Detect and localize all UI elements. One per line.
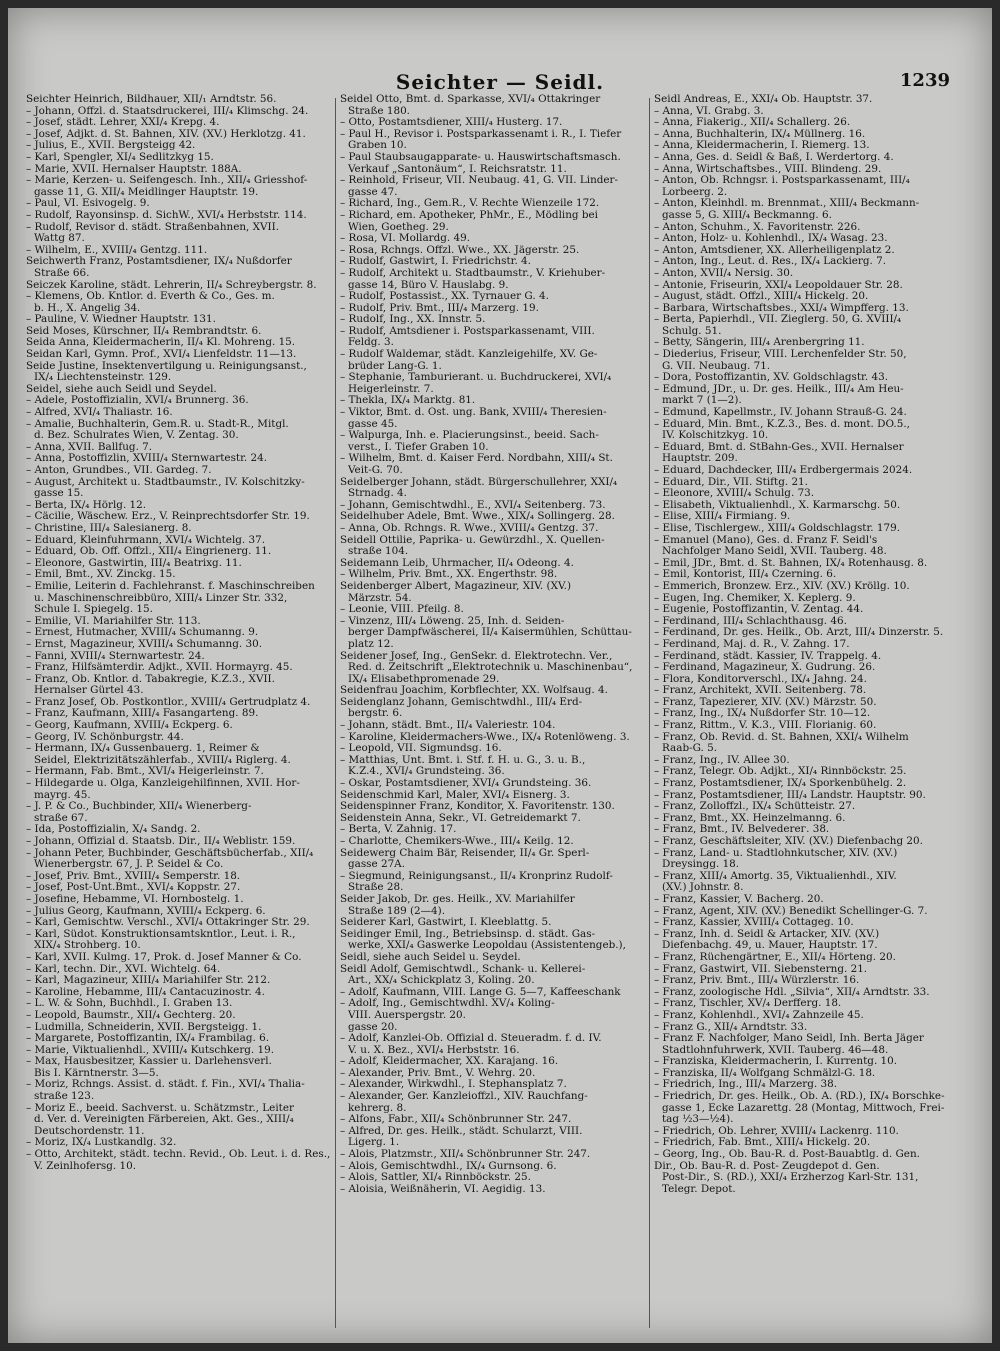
directory-entry-line: – Emilie, VI. Mariahilfer Str. 113. — [26, 615, 201, 627]
directory-entry-line: Seidenglanz Johann, Gemischtwdhl., III/₄ Erd- — [340, 696, 583, 708]
directory-entry-line: – Anton, Schuhm., X. Favoritenstr. 226. — [654, 221, 861, 233]
directory-entry-line: – Karl, Spengler, XI/₄ Sedlitzkyg 15. — [26, 151, 214, 163]
directory-entry-line: – Fanni, XVIII/₄ Sternwartestr. 24. — [26, 650, 205, 662]
directory-entry-line: Seidel Otto, Bmt. d. Sparkasse, XVI/₄ Ottakringer — [340, 94, 601, 105]
directory-entry-line: Graben 10. — [348, 140, 407, 152]
directory-entry-line: – Franz, Postamtsdiener, III/₄ Landstr. Hauptstr. 90. — [654, 789, 926, 801]
directory-entry-line: d. Bez. Schulrates Wien, V. Zentag. 30. — [34, 430, 239, 442]
directory-entry-line: Seidenfrau Joachim, Korbflechter, XX. Wolfsaug. 4. — [340, 685, 608, 697]
directory-entry-line: – Klemens, Ob. Kntlor. d. Everth & Co., Ges. m. — [26, 291, 275, 303]
directory-entry-line: – Rudolf, Ing., XX. Innstr. 5. — [340, 314, 486, 326]
directory-entry-line: – Berta, V. Zahnig. 17. — [340, 824, 457, 836]
directory-entry-line: gasse 20. — [348, 1021, 398, 1033]
directory-entry-line: – Friedrich, Ob. Lehrer, XVIII/₄ Lackenrg. 110. — [654, 1125, 899, 1137]
directory-entry-line: – Friedrich, Fab. Bmt., XIII/₄ Hickelg. 20. — [654, 1137, 871, 1149]
directory-entry-line: – Franziska, Kleidermacherin, I. Kurrentg. 10. — [654, 1056, 898, 1068]
directory-entry-line: – Moriz, IX/₄ Lustkandlg. 32. — [26, 1137, 177, 1149]
directory-entry-line: – Otto, Architekt, städt. techn. Revid., Ob. Leut. i. d. Res., — [26, 1149, 331, 1161]
directory-entry-line: – Siegmund, Reinigungsanst., II/₄ Kronprinz Rudolf- — [340, 870, 613, 882]
directory-entry-line: Telegr. Depot. — [662, 1183, 736, 1195]
directory-entry-line: – Moriz E., beeid. Sachverst. u. Schätzmstr., Leiter — [26, 1102, 294, 1114]
directory-entry-line: Red. d. Zeitschrift „Elektrotechnik u. Maschinenbau“, — [348, 662, 633, 674]
directory-entry-line: – Franz, Hilfsämterdir. Adjkt., XVII. Hormayrg. 45. — [26, 662, 293, 674]
directory-entry-line: Straße 28. — [348, 882, 404, 894]
directory-entry-line: – Anton, Ing., Leut. d. Res., IX/₄ Lackierg. 7. — [654, 256, 887, 268]
directory-entry-line: – Franz, Bmt., XX. Heinzelmanng. 6. — [654, 812, 846, 824]
directory-entry-line: – Vinzenz, III/₄ Löweng. 25, Inh. d. Seiden- — [340, 615, 565, 627]
directory-entry-line: – Karl, Gemischtw. Verschl., XVI/₄ Ottakringer Str. 29. — [26, 917, 310, 929]
directory-entry-line: – Anna, Postoffizlin, XVIII/₄ Sternwartestr. 24. — [26, 453, 268, 465]
directory-entry-line: – Josef, Post-Unt.Bmt., XVI/₄ Koppstr. 27. — [26, 882, 241, 894]
directory-entry-line: – Karoline, Hebamme, III/₄ Cantacuzinostr. 4. — [26, 986, 265, 998]
directory-entry-line: IV. Kolschitzkyg. 10. — [662, 430, 769, 442]
directory-entry-line: Seidan Karl, Gymn. Prof., XVI/₄ Lienfeldstr. 11—13. — [26, 349, 297, 361]
directory-entry-line: – Aloisia, Weißnäherin, VI. Aegidig. 13. — [340, 1183, 546, 1195]
directory-entry-line: Seidinger Emil, Ing., Betriebsinsp. d. städt. Gas- — [340, 928, 596, 940]
directory-entry-line: – Ludmilla, Schneiderin, XVII. Bergsteigg. 1. — [26, 1021, 262, 1033]
directory-entry-line: – Alexander, Wirkwdhl., I. Stephansplatz 7. — [340, 1079, 567, 1091]
directory-entry-line: – Emil, Kontorist, III/₄ Czerning. 6. — [654, 569, 837, 581]
directory-entry-line: Seidelhuber Adele, Bmt. Wwe., XIX/₄ Sollingerg. 28. — [340, 511, 615, 523]
directory-entry-line: – Franz, Kohlenhdl., XVI/₄ Zahnzeile 45. — [654, 1009, 864, 1021]
directory-entry-line: Raab-G. 5. — [662, 743, 718, 755]
directory-entry-line: – Elise, Tischlergew., XIII/₄ Goldschlagstr. 179. — [654, 522, 901, 534]
directory-entry-line: – J. P. & Co., Buchbinder, XII/₄ Wienerberg- — [26, 801, 252, 813]
directory-entry-line: – Dora, Postoffizantin, XV. Goldschlagstr. 43. — [654, 372, 888, 384]
directory-entry-line: – Georg, Kaufmann, XVIII/₄ Eckperg. 6. — [26, 720, 233, 732]
directory-entry-line: – August, Architekt u. Stadtbaumstr., IV. Kolschitzky- — [26, 476, 305, 488]
directory-entry-line: – Wilhelm, Bmt. d. Kaiser Ferd. Nordbahn, XIII/₄ St. — [340, 453, 613, 465]
directory-entry-line: IX/₄ Liechtensteinstr. 129. — [34, 372, 172, 384]
directory-entry-line: – Georg, IV. Schönburgstr. 44. — [26, 731, 184, 743]
directory-entry-line: Seidemann Leib, Uhrmacher, II/₄ Odeong. 4. — [340, 557, 574, 569]
directory-entry-line: Veit-G. 70. — [348, 465, 403, 476]
directory-entry-line: Seidewerg Chaim Bär, Reisender, II/₄ Gr. Sperl- — [340, 847, 590, 859]
directory-entry-line: – Oskar, Postamtsdiener, XVI/₄ Grundsteing. 36. — [340, 778, 592, 790]
directory-entry-line: – Emmerich, Bronzew. Erz., XIV. (XV.) Kröllg. 10. — [654, 580, 910, 592]
directory-entry-line: – Josef, städt. Lehrer, XXI/₄ Krepg. 4. — [26, 117, 220, 129]
page-number: 1239 — [899, 70, 950, 91]
directory-entry-line: – Anton, Amtsdiener, XX. Allerheiligenplatz 2. — [654, 244, 895, 256]
directory-entry-line: Seidel, Elektrizitätszählerfab., XVIII/₄ Riglerg. 4. — [34, 754, 291, 766]
directory-entry-line: – Alfred, XVI/₄ Thaliastr. 16. — [26, 407, 173, 419]
directory-entry-line: – Emanuel (Mano), Ges. d. Franz F. Seidl's — [654, 534, 878, 546]
directory-entry-line: werke, XXI/₄ Gaswerke Leopoldau (Assistentengeb.), — [348, 940, 626, 952]
directory-entry-line: – Elise, XIII/₄ Firmiang. 9. — [654, 511, 791, 523]
directory-entry-line: – Franz, XIII/₄ Amortg. 35, Viktualienhdl., XIV. — [654, 870, 897, 882]
directory-entry-line: – Anna, Kleidermacherin, I. Riemerg. 13. — [654, 140, 870, 152]
directory-entry-line: – Franz G., XII/₄ Arndtstr. 33. — [654, 1021, 808, 1033]
directory-entry-line: Art., XX/₄ Schickplatz 3, Koling. 20. — [348, 975, 535, 987]
directory-entry-line: Post-Dir., S. (RD.), XXI/₄ Erzherzog Karl-Str. 131, — [662, 1172, 919, 1184]
directory-entry-line: b. H., X. Angelig 34. — [34, 302, 141, 314]
directory-entry-line: – Cäcilie, Wäschew. Erz., V. Reinprechtsdorfer Str. 19. — [26, 511, 310, 523]
directory-entry-line: – Eduard, Ob. Off. Offzl., XII/₄ Eingrienerg. 11. — [26, 546, 272, 558]
directory-entry-line: – Franz, Agent, XIV. (XV.) Benedikt Schellinger-G. 7. — [654, 905, 928, 917]
directory-entry-line: – Franz F. Nachfolger, Mano Seidl, Inh. Berta Jäger — [654, 1033, 924, 1045]
directory-entry-line: – Franz, zoologische Hdl. „Silvia“, XII/₄ Arndtstr. 33. — [654, 986, 930, 998]
directory-entry-line: – Berta, Papierhdl., VII. Zieglerg. 50, G. XVIII/₄ — [654, 314, 902, 326]
directory-entry-line: – Marie, Kerzen- u. Seifengesch. Inh., XII/₄ Griesshof- — [26, 175, 308, 187]
directory-entry-line: verst., I. Tiefer Graben 10. — [348, 441, 489, 453]
directory-entry-line: V. Zeinlhofersg. 10. — [34, 1160, 137, 1172]
directory-entry-line: K.Z.4., XVI/₄ Grundsteing. 36. — [348, 766, 505, 778]
directory-entry-line: – Alois, Platzmstr., XII/₄ Schönbrunner Str. 247. — [340, 1149, 591, 1161]
directory-entry-line: – Otto, Postamtsdiener, XIII/₄ Husterg. 17. — [340, 117, 563, 129]
directory-entry-line: – Eugenie, Postoffizantin, V. Zentag. 44. — [654, 604, 864, 616]
directory-entry-line: – Antonie, Friseurin, XXI/₄ Leopoldauer Str. 28. — [654, 279, 903, 291]
directory-entry-line: Dir., Ob. Bau-R. d. Post- Zeugdepot d. Gen. — [654, 1160, 880, 1172]
directory-entry-line: – Franz, Kassier, XVIII/₄ Cottageg. 10. — [654, 917, 854, 929]
directory-entry-line: gasse 5, G. XIII/₄ Beckmanng. 6. — [662, 209, 832, 221]
directory-entry-line: – Anna, Ges. d. Seidl & Baß, I. Werdertorg. 4. — [654, 151, 894, 163]
directory-entry-line: Bis I. Kärntnerstr. 3—5. — [34, 1067, 159, 1079]
directory-entry-line: – Walpurga, Inh. e. Placierungsinst., beeid. Sach- — [340, 430, 599, 442]
directory-page — [8, 8, 992, 1343]
directory-entry-line: – Franz, Kaufmann, XIII/₄ Fasangarteng. 89. — [26, 708, 259, 720]
directory-entry-line: kehrerg. 8. — [348, 1102, 407, 1114]
directory-entry-line: – Hildegarde u. Olga, Kanzleigehilfinnen, XVII. Hor- — [26, 778, 300, 790]
directory-entry-line: markt 7 (1—2). — [662, 395, 742, 407]
directory-entry-line: – Alois, Gemischtwdhl., IX/₄ Gurnsong. 6. — [340, 1160, 557, 1172]
directory-entry-line: (XV.) Johnstr. 8. — [662, 882, 744, 894]
directory-entry-line: – Adolf, Kaufmann, VIII. Lange G. 5—7, Kaffeeschank — [340, 986, 621, 998]
directory-entry-line: Schulg. 51. — [662, 325, 722, 337]
directory-entry-line: Nachfolger Mano Seidl, XVII. Tauberg. 48. — [662, 546, 887, 558]
directory-entry-line: Hauptstr. 209. — [662, 453, 738, 465]
directory-entry-line: – Ernest, Hutmacher, XVIII/₄ Schumanng. 9. — [26, 627, 259, 639]
directory-entry-line: – Adolf, Ing., Gemischtwdhl. XV/₄ Koling- — [340, 998, 555, 1010]
directory-entry-line: straße 67. — [34, 812, 88, 824]
directory-entry-line: – Franz, Land- u. Stadtlohnkutscher, XIV. (XV.) — [654, 847, 898, 859]
directory-entry-line: – Emil, Bmt., XV. Zinckg. 15. — [26, 569, 176, 581]
directory-entry-line: Seidenschmid Karl, Maler, XVI/₄ Eisnerg. 3. — [340, 789, 570, 801]
directory-entry-line: – Eduard, Dir., VII. Stiftg. 21. — [654, 476, 808, 488]
directory-entry-line: Märzstr. 54. — [348, 592, 412, 604]
directory-entry-line: – Ferdinand, Maj. d. R., V. Zahng. 17. — [654, 638, 850, 650]
directory-entry-line: – Alfred, Dr. ges. Heilk., städt. Schularzt, VIII. — [340, 1125, 583, 1137]
directory-entry-line: – Berta, IX/₄ Hörlg. 12. — [26, 499, 147, 511]
directory-entry-line: – Leonie, VIII. Pfeilg. 8. — [340, 604, 464, 616]
directory-entry-line: Ligerg. 1. — [348, 1137, 400, 1149]
directory-entry-line: – Rudolf, Rayonsinsp. d. SichW., XVI/₄ Herbststr. 114. — [26, 209, 307, 221]
directory-entry-line: gasse 47. — [348, 186, 398, 198]
directory-entry-line: – Christine, III/₄ Salesianerg. 8. — [26, 522, 192, 534]
directory-entry-line: – Franz, Kassier, V. Bacherg. 20. — [654, 893, 824, 905]
directory-entry-line: – Ferdinand, Dr. ges. Heilk., Ob. Arzt, III/₄ Dinzerstr. 5. — [654, 627, 944, 639]
directory-entry-line: Heigerleinstr. 7. — [348, 383, 434, 395]
directory-entry-line: Seidener Josef, Ing., GenSekr. d. Elektrotechn. Ver., — [340, 650, 613, 662]
directory-entry-line: – Anna, Fiakerig., XII/₄ Schallerg. 26. — [654, 117, 851, 129]
directory-entry-line: – Friedrich, Dr. ges. Heilk., Ob. A. (RD.), IX/₄ Borschke- — [654, 1091, 945, 1103]
directory-entry-line: – Moriz, Rchngs. Assist. d. städt. f. Fin., XVI/₄ Thalia- — [26, 1079, 305, 1091]
directory-entry-line: – Franz, Inh. d. Seidl & Artacker, XIV. (XV.) — [654, 928, 880, 940]
directory-entry-line: – Adolf, Kleidermacher, XX. Karajang. 16. — [340, 1056, 559, 1068]
directory-entry-line: – Hermann, IX/₄ Gussenbauerg. 1, Reimer & — [26, 743, 260, 755]
directory-entry-line: Seidenstein Anna, Sekr., VI. Getreidemarkt 7. — [340, 812, 581, 824]
directory-entry-line: – Anna, Ob. Rchngs. R. Wwe., XVIII/₄ Gentzg. 37. — [340, 522, 599, 534]
directory-entry-line: – Viktor, Bmt. d. Öst. ung. Bank, XVIII/₄ Theresien- — [340, 407, 607, 419]
directory-entry-line: – Franz, Tapezierer, XIV. (XV.) Märzstr. 50. — [654, 696, 877, 708]
directory-entry-line: Feldg. 3. — [348, 337, 394, 349]
directory-entry-line: gasse 14, Büro V. Hauslabg. 9. — [348, 279, 509, 291]
directory-entry-line: Seidel, siehe auch Seidl und Seydel. — [26, 383, 217, 395]
column-divider — [649, 98, 650, 1328]
directory-entry-line: Strnadg. 4. — [348, 488, 407, 500]
directory-entry-line: – Franz, Ob. Revid. d. St. Bahnen, XXI/₄ Wilhelm — [654, 731, 909, 743]
directory-entry-line: – Max, Hausbesitzer, Kassier u. Darlehensverl. — [26, 1056, 272, 1068]
directory-entry-line: – Karl, techn. Dir., XVI. Wichtelg. 64. — [26, 963, 221, 975]
directory-entry-line: Seidell Ottilie, Paprika- u. Gewürzdhl., X. Quellen- — [340, 534, 605, 546]
directory-entry-line: G. VII. Neubaug. 71. — [662, 360, 771, 372]
directory-entry-line: Schule I. Spiegelg. 15. — [34, 604, 153, 616]
directory-entry-line: – Johann Peter, Buchbinder, Geschäftsbücherfab., XII/₄ — [26, 847, 314, 859]
directory-entry-line: – Eduard, Min. Bmt., K.Z.3., Bes. d. mont. DO.5., — [654, 418, 910, 430]
directory-entry-line: – Rosa, VI. Mollardg. 49. — [340, 233, 471, 245]
directory-entry-line: – Johann, Gemischtwdhl., E., XVI/₄ Seitenberg. 73. — [340, 499, 606, 511]
directory-entry-line: – Anna, Buchhalterin, IX/₄ Müllnerg. 16. — [654, 128, 866, 140]
directory-entry-line: – Johann, Offzl. d. Staatsdruckerei, III/₄ Klimschg. 24. — [26, 105, 309, 117]
directory-entry-line: – Margarete, Postoffizantin, IX/₄ Frambilag. 6. — [26, 1033, 270, 1045]
directory-entry-line: V. u. X. Bez., XVI/₄ Herbststr. 16. — [348, 1044, 520, 1056]
directory-column-2 — [340, 94, 648, 1334]
directory-entry-line: – Eduard, Kleinfuhrmann, XVI/₄ Wichtelg. 37. — [26, 534, 266, 546]
directory-entry-line: – Rudolf, Amtsdiener i. Postsparkassenamt, VIII. — [340, 325, 595, 337]
directory-entry-line: Seidl, siehe auch Seidel u. Seydel. — [340, 951, 521, 963]
directory-entry-line: – Franz, Rittm., V. K.3., VIII. Florianig. 60. — [654, 720, 877, 732]
directory-entry-line: – Diederius, Friseur, VIII. Lerchenfelder Str. 50, — [654, 349, 907, 361]
directory-entry-line: – Karoline, Kleidermachers-Wwe., IX/₄ Rotenlöweng. 3. — [340, 731, 630, 743]
directory-entry-line: – Franz, Ing., IV. Allee 30. — [654, 754, 790, 766]
directory-column-3 — [654, 94, 974, 1334]
directory-entry-line: – Johann, städt. Bmt., II/₄ Valeriestr. 104. — [340, 720, 556, 732]
directory-entry-line: – Eleonore, Gastwirtin, III/₄ Beatrixg. 11. — [26, 557, 242, 569]
directory-entry-line: – Franz, Rüchengärtner, E., XII/₄ Hörteng. 20. — [654, 951, 896, 963]
directory-entry-line: – August, städt. Offzl., XIII/₄ Hickelg. 20. — [654, 291, 869, 303]
directory-entry-line: – Ferdinand, städt. Kassier, IV. Trappelg. 4. — [654, 650, 882, 662]
directory-entry-line: – Edmund, Kapellmstr., IV. Johann Strauß-G. 24. — [654, 407, 907, 419]
directory-entry-line: – Josef, Adjkt. d. St. Bahnen, XIV. (XV.) Herklotzg. 41. — [26, 128, 306, 140]
directory-entry-line: – Wilhelm, E., XVIII/₄ Gentzg. 111. — [26, 244, 208, 256]
directory-entry-line: – Eugen, Ing. Chemiker, X. Keplerg. 9. — [654, 592, 856, 604]
directory-entry-line: – Karl, Südot. Konstruktionsamtskntlor., Leut. i. R., — [26, 928, 296, 940]
directory-entry-line: – Franz, Tischler, XV/₄ Derfferg. 18. — [654, 998, 842, 1010]
directory-entry-line: – Franz Josef, Ob. Postkontlor., XVIII/₄ Gertrudplatz 4. — [26, 696, 311, 708]
directory-entry-line: gasse 15. — [34, 488, 84, 500]
directory-entry-line: – Karl, XVII. Kulmg. 17, Prok. d. Josef Manner & Co. — [26, 951, 302, 963]
directory-entry-line: – Friedrich, Ing., III/₄ Marzerg. 38. — [654, 1079, 838, 1091]
directory-entry-line: – Emilie, Leiterin d. Fachlehranst. f. Maschinschreiben — [26, 580, 315, 592]
directory-entry-line: – Leopold, VII. Sigmundsg. 16. — [340, 743, 502, 755]
directory-entry-line: – Alfons, Fabr., XII/₄ Schönbrunner Str. 247. — [340, 1114, 572, 1126]
directory-entry-line: – Rudolf, Gastwirt, I. Friedrichstr. 4. — [340, 256, 531, 268]
directory-column-1 — [26, 94, 334, 1334]
column-divider — [335, 98, 336, 1328]
directory-entry-line: – Anton, Kleinhdl. m. Brennmat., XIII/₄ Beckmann- — [654, 198, 920, 210]
directory-entry-line: Hernalser Gürtel 43. — [34, 685, 144, 697]
directory-entry-line: – Rudolf, Postassist., XX. Tyrnauer G. 4. — [340, 291, 549, 303]
directory-entry-line: – Emil, JDr., Bmt. d. St. Bahnen, IX/₄ Rotenhausg. 8. — [654, 557, 928, 569]
directory-entry-line: u. Maschinenschreibbüro, XIII/₄ Linzer Str. 332, — [34, 592, 288, 604]
directory-entry-line: – Ernst, Magazineur, XVIII/₄ Schumanng. 30. — [26, 638, 263, 650]
directory-entry-line: Seidl Andreas, E., XXI/₄ Ob. Hauptstr. 37. — [654, 94, 873, 105]
directory-entry-line: – Franz, Ob. Kntlor. d. Tabakregie, K.Z.3., XVII. — [26, 673, 275, 685]
directory-entry-line: Wien, Goetheg. 29. — [348, 221, 449, 233]
directory-entry-line: – Paul, VI. Esivogelg. 9. — [26, 198, 150, 210]
directory-entry-line: – Marie, XVII. Hernalser Hauptstr. 188A. — [26, 163, 242, 175]
directory-entry-line: Verkauf „Santonäum“, I. Reichsratstr. 11. — [348, 163, 567, 175]
directory-entry-line: Seiderer Karl, Gastwirt, I. Kleeblattg. 5. — [340, 917, 552, 929]
directory-entry-line: platz 12. — [348, 638, 394, 650]
directory-entry-line: Seichwerth Franz, Postamtsdiener, IX/₄ Nußdorfer — [26, 256, 292, 268]
directory-entry-line: – Matthias, Unt. Bmt. i. Stf. f. H. u. G., 3. u. B., — [340, 754, 586, 766]
directory-entry-line: – Josefine, Hebamme, VI. Hornbostelg. 1. — [26, 893, 244, 905]
directory-entry-line: mayrg. 45. — [34, 789, 91, 801]
directory-entry-line: Dreysingg. 18. — [662, 859, 740, 871]
directory-entry-line: – Franz, Gastwirt, VII. Siebensterng. 21. — [654, 963, 868, 975]
directory-entry-line: – Franz, Telegr. Ob. Adjkt., XI/₄ Rinnböckstr. 25. — [654, 766, 907, 778]
directory-entry-line: XIX/₄ Strohberg. 10. — [34, 940, 141, 952]
directory-entry-line: brüder Lang-G. 1. — [348, 360, 442, 372]
directory-entry-line: straße 104. — [348, 546, 409, 558]
directory-entry-line: – Rudolf Waldemar, städt. Kanzleigehilfe, XV. Ge- — [340, 349, 598, 361]
directory-entry-line: Stadtlohnfuhrwerk, XVII. Tauberg. 46—48. — [662, 1044, 889, 1056]
directory-entry-line: – Reinhold, Friseur, VII. Neubaug. 41, G. VII. Linder- — [340, 175, 619, 187]
directory-entry-line: – Edmund, JDr., u. Dr. ges. Heilk., III/₄ Am Heu- — [654, 383, 904, 395]
directory-entry-line: gasse 11, G. XII/₄ Meidlinger Hauptstr. 19. — [34, 186, 259, 198]
directory-entry-line: – Anton, Holz- u. Kohlenhdl., IX/₄ Wasag. 23. — [654, 233, 888, 245]
directory-entry-line: – Amalie, Buchhalterin, Gem.R. u. Stadt-R., Mitgl. — [26, 418, 289, 430]
directory-entry-line: Seidenberger Albert, Magazineur, XIV. (XV.) — [340, 580, 572, 592]
directory-entry-line: – Ida, Postoffizialin, X/₄ Sandg. 2. — [26, 824, 201, 836]
directory-entry-line: – Franz, Architekt, XVII. Seitenberg. 78. — [654, 685, 867, 697]
directory-entry-line: Seidenspinner Franz, Konditor, X. Favoritenstr. 130. — [340, 801, 615, 813]
directory-entry-line: – Ferdinand, Magazineur, X. Gudrung. 26. — [654, 662, 876, 674]
directory-entry-line: Seida Anna, Kleidermacherin, II/₄ Kl. Mohreng. 15. — [26, 337, 296, 349]
directory-entry-line: – Franz, Priv. Bmt., III/₄ Würzlerstr. 16. — [654, 975, 860, 987]
directory-entry-line: – Alexander, Priv. Bmt., V. Wehrg. 20. — [340, 1067, 536, 1079]
directory-entry-line: – Adolf, Kanzlei-Ob. Offizial d. Steueradm. f. d. IV. — [340, 1033, 602, 1045]
directory-entry-line: Lorbeerg. 2. — [662, 186, 728, 198]
directory-entry-line: IX/₄ Elisabethpromenade 29. — [348, 673, 500, 685]
directory-entry-line: VIII. Auerspergstr. 20. — [348, 1009, 466, 1021]
directory-entry-line: – Franziska, II/₄ Wolfgang Schmälzl-G. 18. — [654, 1067, 876, 1079]
directory-entry-line: – Adele, Postoffizialin, XVI/₄ Brunnerg. 36. — [26, 395, 249, 407]
directory-entry-line: Deutschordenstr. 11. — [34, 1125, 145, 1137]
directory-entry-line: – Eduard, Bmt. d. StBahn-Ges., XVII. Hernalser — [654, 441, 904, 453]
directory-entry-line: Seidelberger Johann, städt. Bürgerschullehrer, XXI/₄ — [340, 476, 618, 488]
directory-entry-line: – Pauline, V. Wiedner Hauptstr. 131. — [26, 314, 216, 326]
directory-entry-line: – Eduard, Dachdecker, III/₄ Erdbergermais 2024. — [654, 465, 913, 476]
directory-entry-line: Straße 180. — [348, 105, 410, 117]
directory-entry-line: – Charlotte, Chemikers-Wwe., III/₄ Keilg. 12. — [340, 836, 574, 847]
directory-entry-line: Seider Jakob, Dr. ges. Heilk., XV. Mariahilfer — [340, 893, 575, 905]
directory-entry-line: – Rudolf, Priv. Bmt., III/₄ Marzerg. 19. — [340, 302, 539, 314]
directory-entry-line: – Richard, Ing., Gem.R., V. Rechte Wienzeile 172. — [340, 198, 600, 210]
directory-entry-line: – Richard, em. Apotheker, PhMr., E., Mödling bei — [340, 209, 598, 221]
directory-entry-line: d. Ver. d. Vereinigten Färbereien, Akt. Ges., XIII/₄ — [34, 1114, 294, 1126]
directory-entry-line: – Betty, Sängerin, III/₄ Arenbergring 11. — [654, 337, 865, 349]
directory-entry-line: – Franz, Geschäftsleiter, XIV. (XV.) Diefenbachg 20. — [654, 836, 923, 847]
directory-entry-line: – Elisabeth, Viktualienhdl., X. Karmarschg. 50. — [654, 499, 901, 511]
directory-entry-line: – Ferdinand, III/₄ Schlachthausg. 46. — [654, 615, 847, 627]
directory-entry-line: Wienerbergstr. 67, J. P. Seidel & Co. — [34, 859, 224, 871]
directory-entry-line: – Anton, Ob. Rchngsr. i. Postsparkassenamt, III/₄ — [654, 175, 910, 187]
directory-entry-line: – Franz, Zolloffzl., IX/₄ Schütteistr. 27. — [654, 801, 856, 813]
directory-entry-line: – Anna, VI. Grabg. 3. — [654, 105, 764, 117]
directory-entry-line: – Julius, E., XVII. Bergsteigg 42. — [26, 140, 196, 152]
directory-entry-line: Seide Justine, Insektenvertilgung u. Reinigungsanst., — [26, 360, 307, 372]
directory-entry-line: – L. W. & Sohn, Buchhdl., I. Graben 13. — [26, 998, 233, 1010]
directory-entry-line: – Hermann, Fab. Bmt., XVI/₄ Heigerleinstr. 7. — [26, 766, 264, 778]
directory-entry-line: Straße 66. — [34, 267, 90, 279]
directory-entry-line: – Franz, Postamtsdiener, IX/₄ Sporkenbühelg. 2. — [654, 778, 907, 790]
directory-entry-line: Seid Moses, Kürschner, II/₄ Rembrandtstr. 6. — [26, 325, 262, 337]
directory-entry-line: – Leopold, Baumstr., XII/₄ Gechterg. 20. — [26, 1009, 236, 1021]
directory-entry-line: – Alois, Sattler, XI/₄ Rinnböckstr. 25. — [340, 1172, 531, 1184]
directory-entry-line: – Paul Staubsaugapparate- u. Hauswirtschaftsmasch. — [340, 151, 621, 163]
directory-entry-line: – Eleonore, XVIII/₄ Schulg. 73. — [654, 488, 815, 500]
directory-entry-line: gasse 27A. — [348, 859, 405, 871]
directory-entry-line: straße 123. — [34, 1091, 95, 1103]
directory-entry-line: Seichter Heinrich, Bildhauer, XII/₁ Arndtstr. 56. — [26, 94, 277, 105]
directory-entry-line: – Josef, Priv. Bmt., XVIII/₄ Semperstr. 18. — [26, 870, 241, 882]
directory-entry-line: bergstr. 6. — [348, 708, 403, 720]
directory-entry-line: – Rosa, Rchngs. Offzl. Wwe., XX. Jägerstr. 25. — [340, 244, 580, 256]
directory-entry-line: – Anna, XVII. Ballfug. 7. — [26, 441, 153, 453]
directory-entry-line: – Franz, Ing., IX/₄ Nußdorfer Str. 10—12. — [654, 708, 871, 720]
directory-entry-line: – Thekla, IX/₄ Marktg. 81. — [340, 395, 476, 407]
directory-entry-line: – Johann, Offizial d. Staatsb. Dir., II/₄ Weblistr. 159. — [26, 836, 296, 847]
directory-entry-line: Straße 189 (2—4). — [348, 905, 446, 917]
directory-entry-line: – Karl, Magazineur, XIII/₄ Mariahilfer Str. 212. — [26, 975, 271, 987]
directory-entry-line: – Flora, Konditorverschl., IX/₄ Jahng. 24. — [654, 673, 867, 685]
directory-entry-line: berger Dampfwäscherei, II/₄ Kaisermühlen, Schüttau- — [348, 627, 632, 639]
directory-entry-line: – Anton, Grundbes., VII. Gardeg. 7. — [26, 465, 212, 476]
directory-entry-line: gasse 45. — [348, 418, 398, 430]
directory-entry-line: – Barbara, Wirtschaftsbes., XXI/₄ Wimpfferg. 13. — [654, 302, 909, 314]
directory-entry-line: – Marie, Viktualienhdl., XVIII/₄ Kutschkerg. 19. — [26, 1044, 275, 1056]
directory-entry-line: tag ½3—½4). — [662, 1114, 734, 1126]
directory-entry-line: gasse 1, Ecke Lazarettg. 28 (Montag, Mittwoch, Frei- — [662, 1102, 945, 1114]
directory-entry-line: – Rudolf, Revisor d. städt. Straßenbahnen, XVII. — [26, 221, 280, 233]
directory-entry-line: Seiczek Karoline, städt. Lehrerin, II/₄ Schreybergstr. 8. — [26, 279, 317, 291]
directory-entry-line: – Rudolf, Architekt u. Stadtbaumstr., V. Kriehuber- — [340, 267, 606, 279]
page-title: Seichter — Seidl. — [395, 70, 605, 94]
directory-entry-line: – Wilhelm, Priv. Bmt., XX. Engerthstr. 98. — [340, 569, 558, 581]
directory-entry-line: – Georg, Ing., Ob. Bau-R. d. Post-Bauabtlg. d. Gen. — [654, 1149, 920, 1161]
directory-entry-line: – Julius Georg, Kaufmann, XVIII/₄ Eckperg. 6. — [26, 905, 266, 917]
directory-entry-line: – Anton, XVII/₄ Nersig. 30. — [654, 267, 794, 279]
directory-entry-line: Wattg 87. — [34, 233, 85, 245]
directory-entry-line: – Franz, Bmt., IV. Belvederег. 38. — [654, 824, 830, 836]
directory-entry-line: Seidl Adolf, Gemischtwdl., Schank- u. Kellerei- — [340, 963, 586, 975]
directory-entry-line: Diefenbachg. 49, u. Mauer, Hauptstr. 17. — [662, 940, 878, 952]
directory-entry-line: – Anna, Wirtschaftsbes., VIII. Blindeng. 29. — [654, 163, 882, 175]
directory-entry-line: – Stephanie, Tamburierant. u. Buchdruckerei, XVI/₄ — [340, 372, 612, 384]
directory-entry-line: – Alexander, Ger. Kanzleioffzl., XIV. Rauchfang- — [340, 1091, 588, 1103]
directory-entry-line: – Paul H., Revisor i. Postsparkassenamt i. R., I. Tiefer — [340, 128, 622, 140]
